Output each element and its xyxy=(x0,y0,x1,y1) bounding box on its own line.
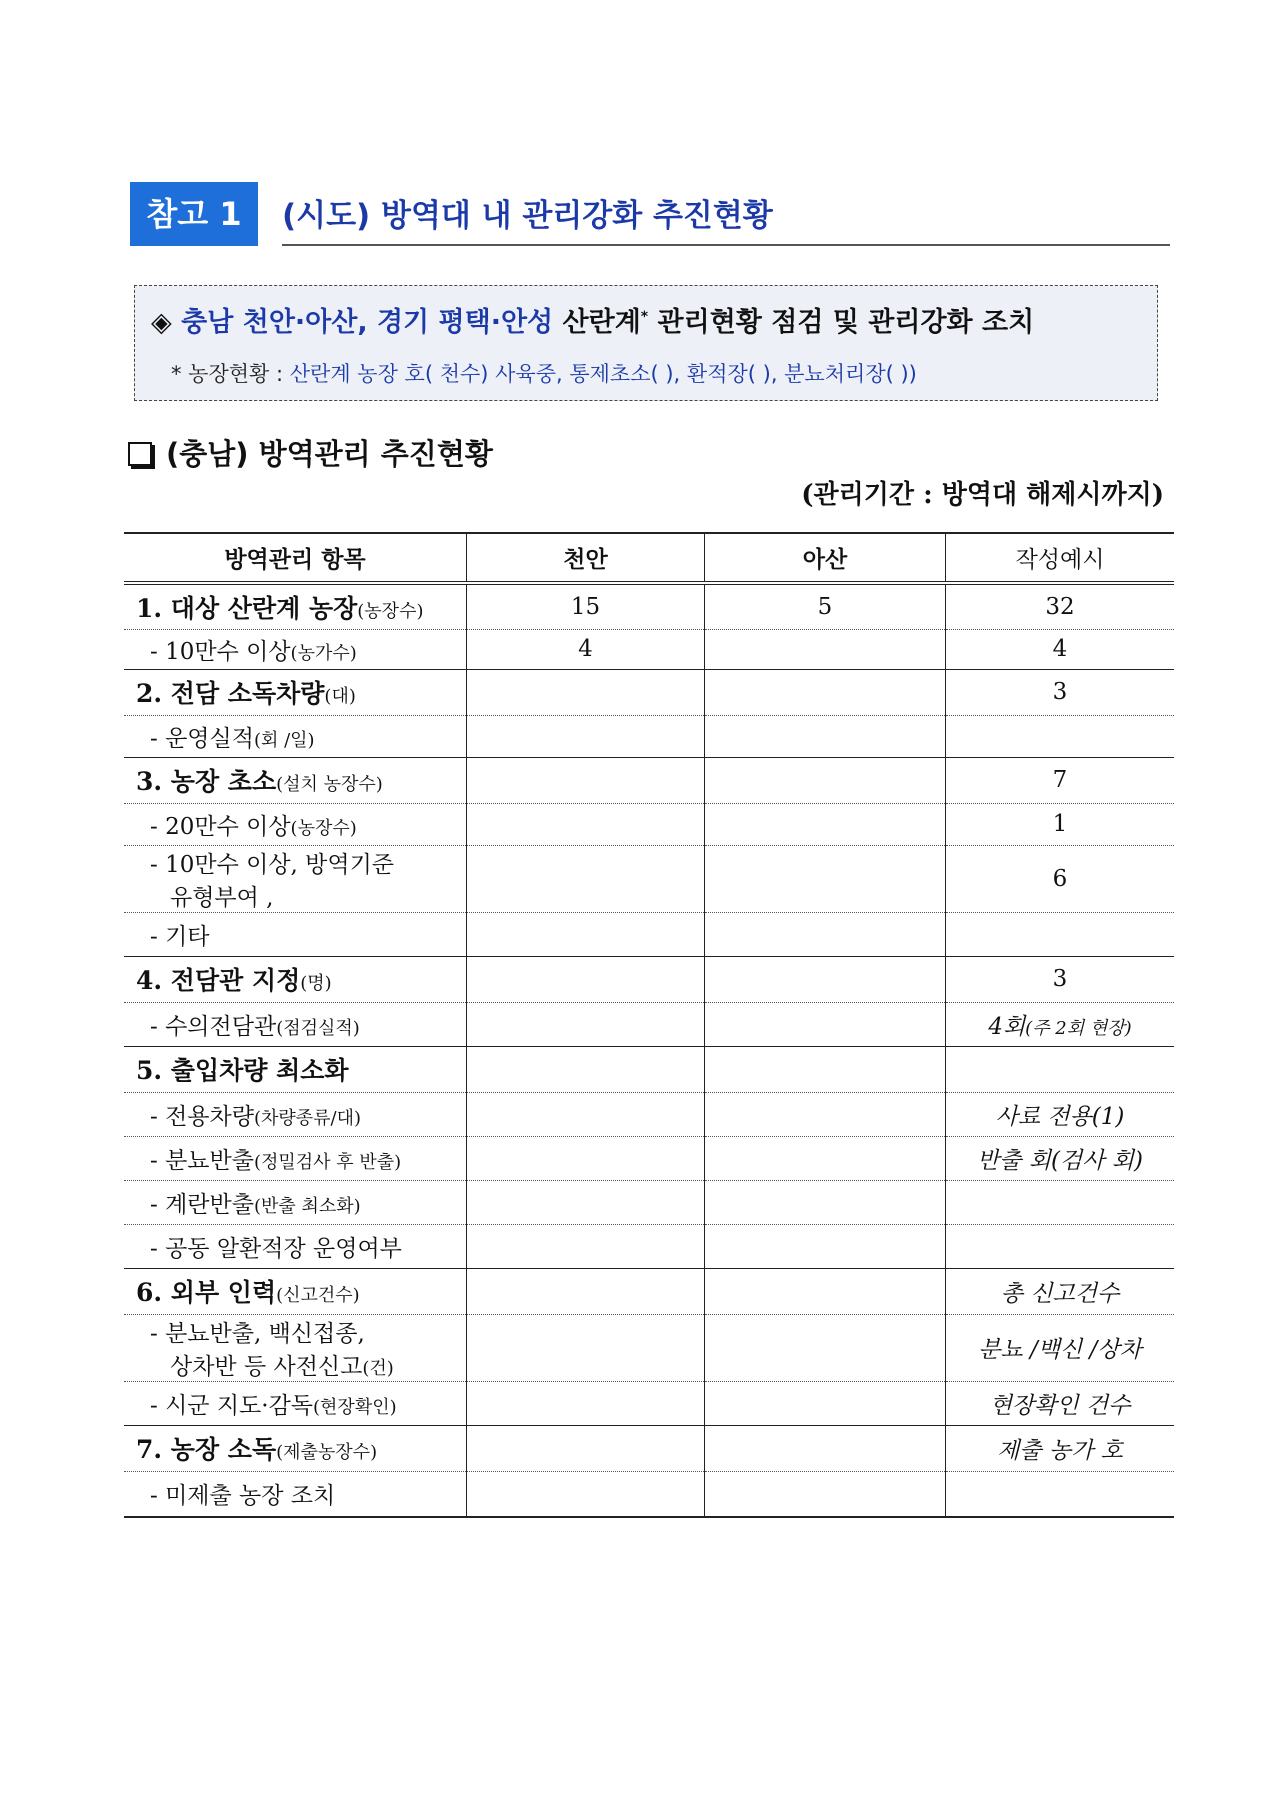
table-row xyxy=(124,1381,1174,1425)
asan-value xyxy=(705,1314,946,1381)
asan-value xyxy=(705,803,946,845)
row-label: 4. 전담관 지정 xyxy=(136,966,301,995)
cheonan-value xyxy=(467,757,705,803)
table-row xyxy=(124,912,1174,956)
table-row xyxy=(124,1046,1174,1092)
example-value xyxy=(946,1180,1175,1224)
table-header-row xyxy=(124,533,1174,583)
row-label-line2: 상차반 등 사전신고 xyxy=(170,1353,363,1380)
row-label-cell xyxy=(124,669,467,715)
cheonan-value xyxy=(467,1136,705,1180)
reference-badge: 참고 1 xyxy=(130,182,258,246)
row-unit: (정밀검사 후 반출) xyxy=(253,1151,402,1173)
header-example: 작성예시 xyxy=(946,533,1175,583)
table-row xyxy=(124,1092,1174,1136)
asan-value xyxy=(705,1381,946,1425)
example-value-text: 32 xyxy=(1045,593,1075,620)
notice-box xyxy=(134,285,1158,401)
table-row xyxy=(124,803,1174,845)
example-value xyxy=(946,1471,1175,1517)
row-unit: (차량종류/대) xyxy=(253,1107,362,1129)
example-value-text: 3 xyxy=(1052,679,1068,705)
notice-main xyxy=(151,300,1034,339)
table-row xyxy=(124,956,1174,1002)
cheonan-value xyxy=(467,1002,705,1046)
cheonan-value-text: 4 xyxy=(578,636,593,662)
table-row xyxy=(124,1314,1174,1381)
checkbox-icon xyxy=(128,442,152,466)
row-label-cell xyxy=(124,845,467,912)
cheonan-value xyxy=(467,1425,705,1471)
cheonan-value xyxy=(467,1381,705,1425)
row-label: - 기타 xyxy=(150,923,210,950)
row-label: - 10만수 이상, 방역기준 xyxy=(150,851,395,878)
row-label-cell xyxy=(124,757,467,803)
example-value xyxy=(946,845,1175,912)
row-label-cell xyxy=(124,629,467,669)
row-label: 7. 농장 소독 xyxy=(136,1435,277,1464)
header-item: 방역관리 항목 xyxy=(124,533,467,583)
example-value xyxy=(946,757,1175,803)
row-label-cell xyxy=(124,715,467,757)
row-unit: (제출농장수) xyxy=(276,1442,378,1463)
table-row xyxy=(124,1224,1174,1268)
page-header xyxy=(130,182,1170,246)
example-sub-text: (주 2회 현장) xyxy=(1025,1017,1132,1039)
example-value xyxy=(946,583,1175,629)
row-label: - 운영실적 xyxy=(150,725,254,752)
table-row xyxy=(124,1002,1174,1046)
header-cheonan: 천안 xyxy=(467,533,705,583)
row-label-cell xyxy=(124,1224,467,1268)
example-value xyxy=(946,1268,1175,1314)
row-unit: (설치 농장수) xyxy=(276,774,383,795)
cheonan-value xyxy=(467,583,705,629)
row-unit: (건) xyxy=(362,1357,394,1379)
notice-asterisk: * xyxy=(640,309,649,325)
row-label-cell xyxy=(124,583,467,629)
row-unit: (농장수) xyxy=(290,817,357,839)
row-unit: (회 /일) xyxy=(253,729,315,751)
asan-value xyxy=(705,583,946,629)
asan-value xyxy=(705,1471,946,1517)
example-value-text: 현장확인 건수 xyxy=(989,1392,1131,1419)
example-value xyxy=(946,1092,1175,1136)
cheonan-value xyxy=(467,715,705,757)
example-value-text: 6 xyxy=(1052,865,1068,892)
example-value-text: 7 xyxy=(1052,767,1068,793)
cheonan-value-text: 15 xyxy=(570,593,601,620)
cheonan-value xyxy=(467,845,705,912)
section-title xyxy=(128,432,493,473)
example-value-text: 제출 농가 호 xyxy=(997,1437,1123,1464)
row-label: - 수의전담관 xyxy=(150,1013,277,1040)
row-label-cell xyxy=(124,803,467,845)
example-value xyxy=(946,1314,1175,1381)
cheonan-value xyxy=(467,1471,705,1517)
row-label-cell xyxy=(124,1425,467,1471)
table-row xyxy=(124,715,1174,757)
asan-value xyxy=(705,1180,946,1224)
example-value-text: 반출 회(검사 회) xyxy=(977,1147,1143,1174)
example-value xyxy=(946,1425,1175,1471)
row-unit: (대) xyxy=(324,686,356,707)
cheonan-value xyxy=(467,669,705,715)
row-label-cell xyxy=(124,1314,467,1381)
cheonan-value xyxy=(467,912,705,956)
table-row xyxy=(124,1425,1174,1471)
table-row xyxy=(124,1471,1174,1517)
example-value xyxy=(946,1381,1175,1425)
row-label-cell xyxy=(124,912,467,956)
row-unit: (반출 최소화) xyxy=(253,1195,361,1217)
row-label-cell xyxy=(124,1268,467,1314)
notice-sub xyxy=(171,358,917,388)
row-unit: (신고건수) xyxy=(276,1285,360,1306)
cheonan-value xyxy=(467,629,705,669)
row-label-cell xyxy=(124,1381,467,1425)
example-value xyxy=(946,1224,1175,1268)
header-asan: 아산 xyxy=(705,533,946,583)
table-row xyxy=(124,1268,1174,1314)
row-label: 3. 농장 초소 xyxy=(136,767,277,796)
cheonan-value xyxy=(467,1268,705,1314)
example-value xyxy=(946,629,1175,669)
diamond-bullet-icon: ◈ xyxy=(151,307,172,338)
notice-text: 산란계 xyxy=(562,307,641,338)
row-label: - 미제출 농장 조치 xyxy=(150,1483,336,1510)
asan-value-text: 5 xyxy=(817,593,833,620)
row-label: - 계란반출 xyxy=(150,1191,254,1218)
row-label: - 시군 지도·감독 xyxy=(150,1392,314,1419)
example-value xyxy=(946,1046,1175,1092)
row-unit: (농장수) xyxy=(357,600,424,622)
table-row xyxy=(124,583,1174,629)
asan-value xyxy=(705,1224,946,1268)
row-label-cell xyxy=(124,1136,467,1180)
example-value xyxy=(946,669,1175,715)
example-value-text: 1 xyxy=(1052,811,1068,837)
table-row xyxy=(124,757,1174,803)
management-period: (관리기간 : 방역대 해제시까지) xyxy=(801,480,1164,510)
row-label: - 공동 알환적장 운영여부 xyxy=(150,1235,402,1262)
row-label-cell xyxy=(124,1092,467,1136)
asan-value xyxy=(705,669,946,715)
example-value xyxy=(946,956,1175,1002)
table-row xyxy=(124,845,1174,912)
example-value xyxy=(946,1002,1175,1046)
asan-value xyxy=(705,1002,946,1046)
example-value-text: 분뇨 /백신 /상차 xyxy=(978,1337,1142,1363)
row-label: 2. 전담 소독차량 xyxy=(136,679,325,708)
notice-sub-detail: 산란계 농장 호( 천수) 사육중, 통제초소( ), 환적장( ), 분뇨처리장( )) xyxy=(289,362,917,386)
row-label: 6. 외부 인력 xyxy=(136,1278,277,1307)
row-label: - 분뇨반출 xyxy=(150,1147,254,1174)
row-label-cell xyxy=(124,1002,467,1046)
example-value xyxy=(946,1136,1175,1180)
row-label: - 분뇨반출, 백신접종, xyxy=(150,1320,365,1347)
cheonan-value xyxy=(467,1224,705,1268)
row-label-cell xyxy=(124,1046,467,1092)
asan-value xyxy=(705,1046,946,1092)
row-label-cell xyxy=(124,1180,467,1224)
example-value-text: 4회 xyxy=(988,1013,1026,1040)
asan-value xyxy=(705,1268,946,1314)
row-unit: (현장확인) xyxy=(313,1396,397,1418)
row-label-line2: 유형부여 , xyxy=(170,884,274,911)
asan-value xyxy=(705,757,946,803)
title-underline xyxy=(282,244,1170,246)
example-value xyxy=(946,803,1175,845)
row-label-cell xyxy=(124,956,467,1002)
cheonan-value xyxy=(467,803,705,845)
cheonan-value xyxy=(467,1180,705,1224)
row-label: - 전용차량 xyxy=(150,1103,254,1130)
row-label: - 10만수 이상 xyxy=(150,638,291,665)
row-label: 1. 대상 산란계 농장 xyxy=(136,593,358,623)
notice-text2: 관리현황 점검 및 관리강화 조치 xyxy=(657,307,1035,338)
cheonan-value xyxy=(467,1092,705,1136)
page-title: (시도) 방역대 내 관리강화 추진현황 xyxy=(282,198,773,234)
asan-value xyxy=(705,956,946,1002)
cheonan-value xyxy=(467,1314,705,1381)
example-value-text: 사료 전용(1) xyxy=(995,1103,1125,1130)
asan-value xyxy=(705,1136,946,1180)
example-value-text: 4 xyxy=(1052,636,1068,662)
status-table xyxy=(124,532,1174,1518)
row-unit: (점검실적) xyxy=(276,1017,360,1039)
example-value xyxy=(946,912,1175,956)
row-label: - 20만수 이상 xyxy=(150,813,291,840)
cheonan-value xyxy=(467,956,705,1002)
row-label: 5. 출입차량 최소화 xyxy=(136,1056,349,1085)
example-value xyxy=(946,715,1175,757)
table-row xyxy=(124,1136,1174,1180)
notice-sub-prefix: * 농장현황 : xyxy=(171,362,284,386)
row-label-cell xyxy=(124,1471,467,1517)
notice-highlight: 충남 천안·아산, 경기 평택·안성 xyxy=(181,307,554,338)
asan-value xyxy=(705,1092,946,1136)
table-row xyxy=(124,1180,1174,1224)
table-row xyxy=(124,629,1174,669)
asan-value xyxy=(705,629,946,669)
row-unit: (농가수) xyxy=(290,642,357,664)
section-title-text: (충남) 방역관리 추진현황 xyxy=(166,437,493,471)
example-value-text: 3 xyxy=(1052,966,1068,992)
asan-value xyxy=(705,1425,946,1471)
table-row xyxy=(124,669,1174,715)
row-unit: (명) xyxy=(300,973,332,994)
asan-value xyxy=(705,715,946,757)
asan-value xyxy=(705,912,946,956)
example-value-text: 총 신고건수 xyxy=(1000,1280,1120,1307)
cheonan-value xyxy=(467,1046,705,1092)
asan-value xyxy=(705,845,946,912)
